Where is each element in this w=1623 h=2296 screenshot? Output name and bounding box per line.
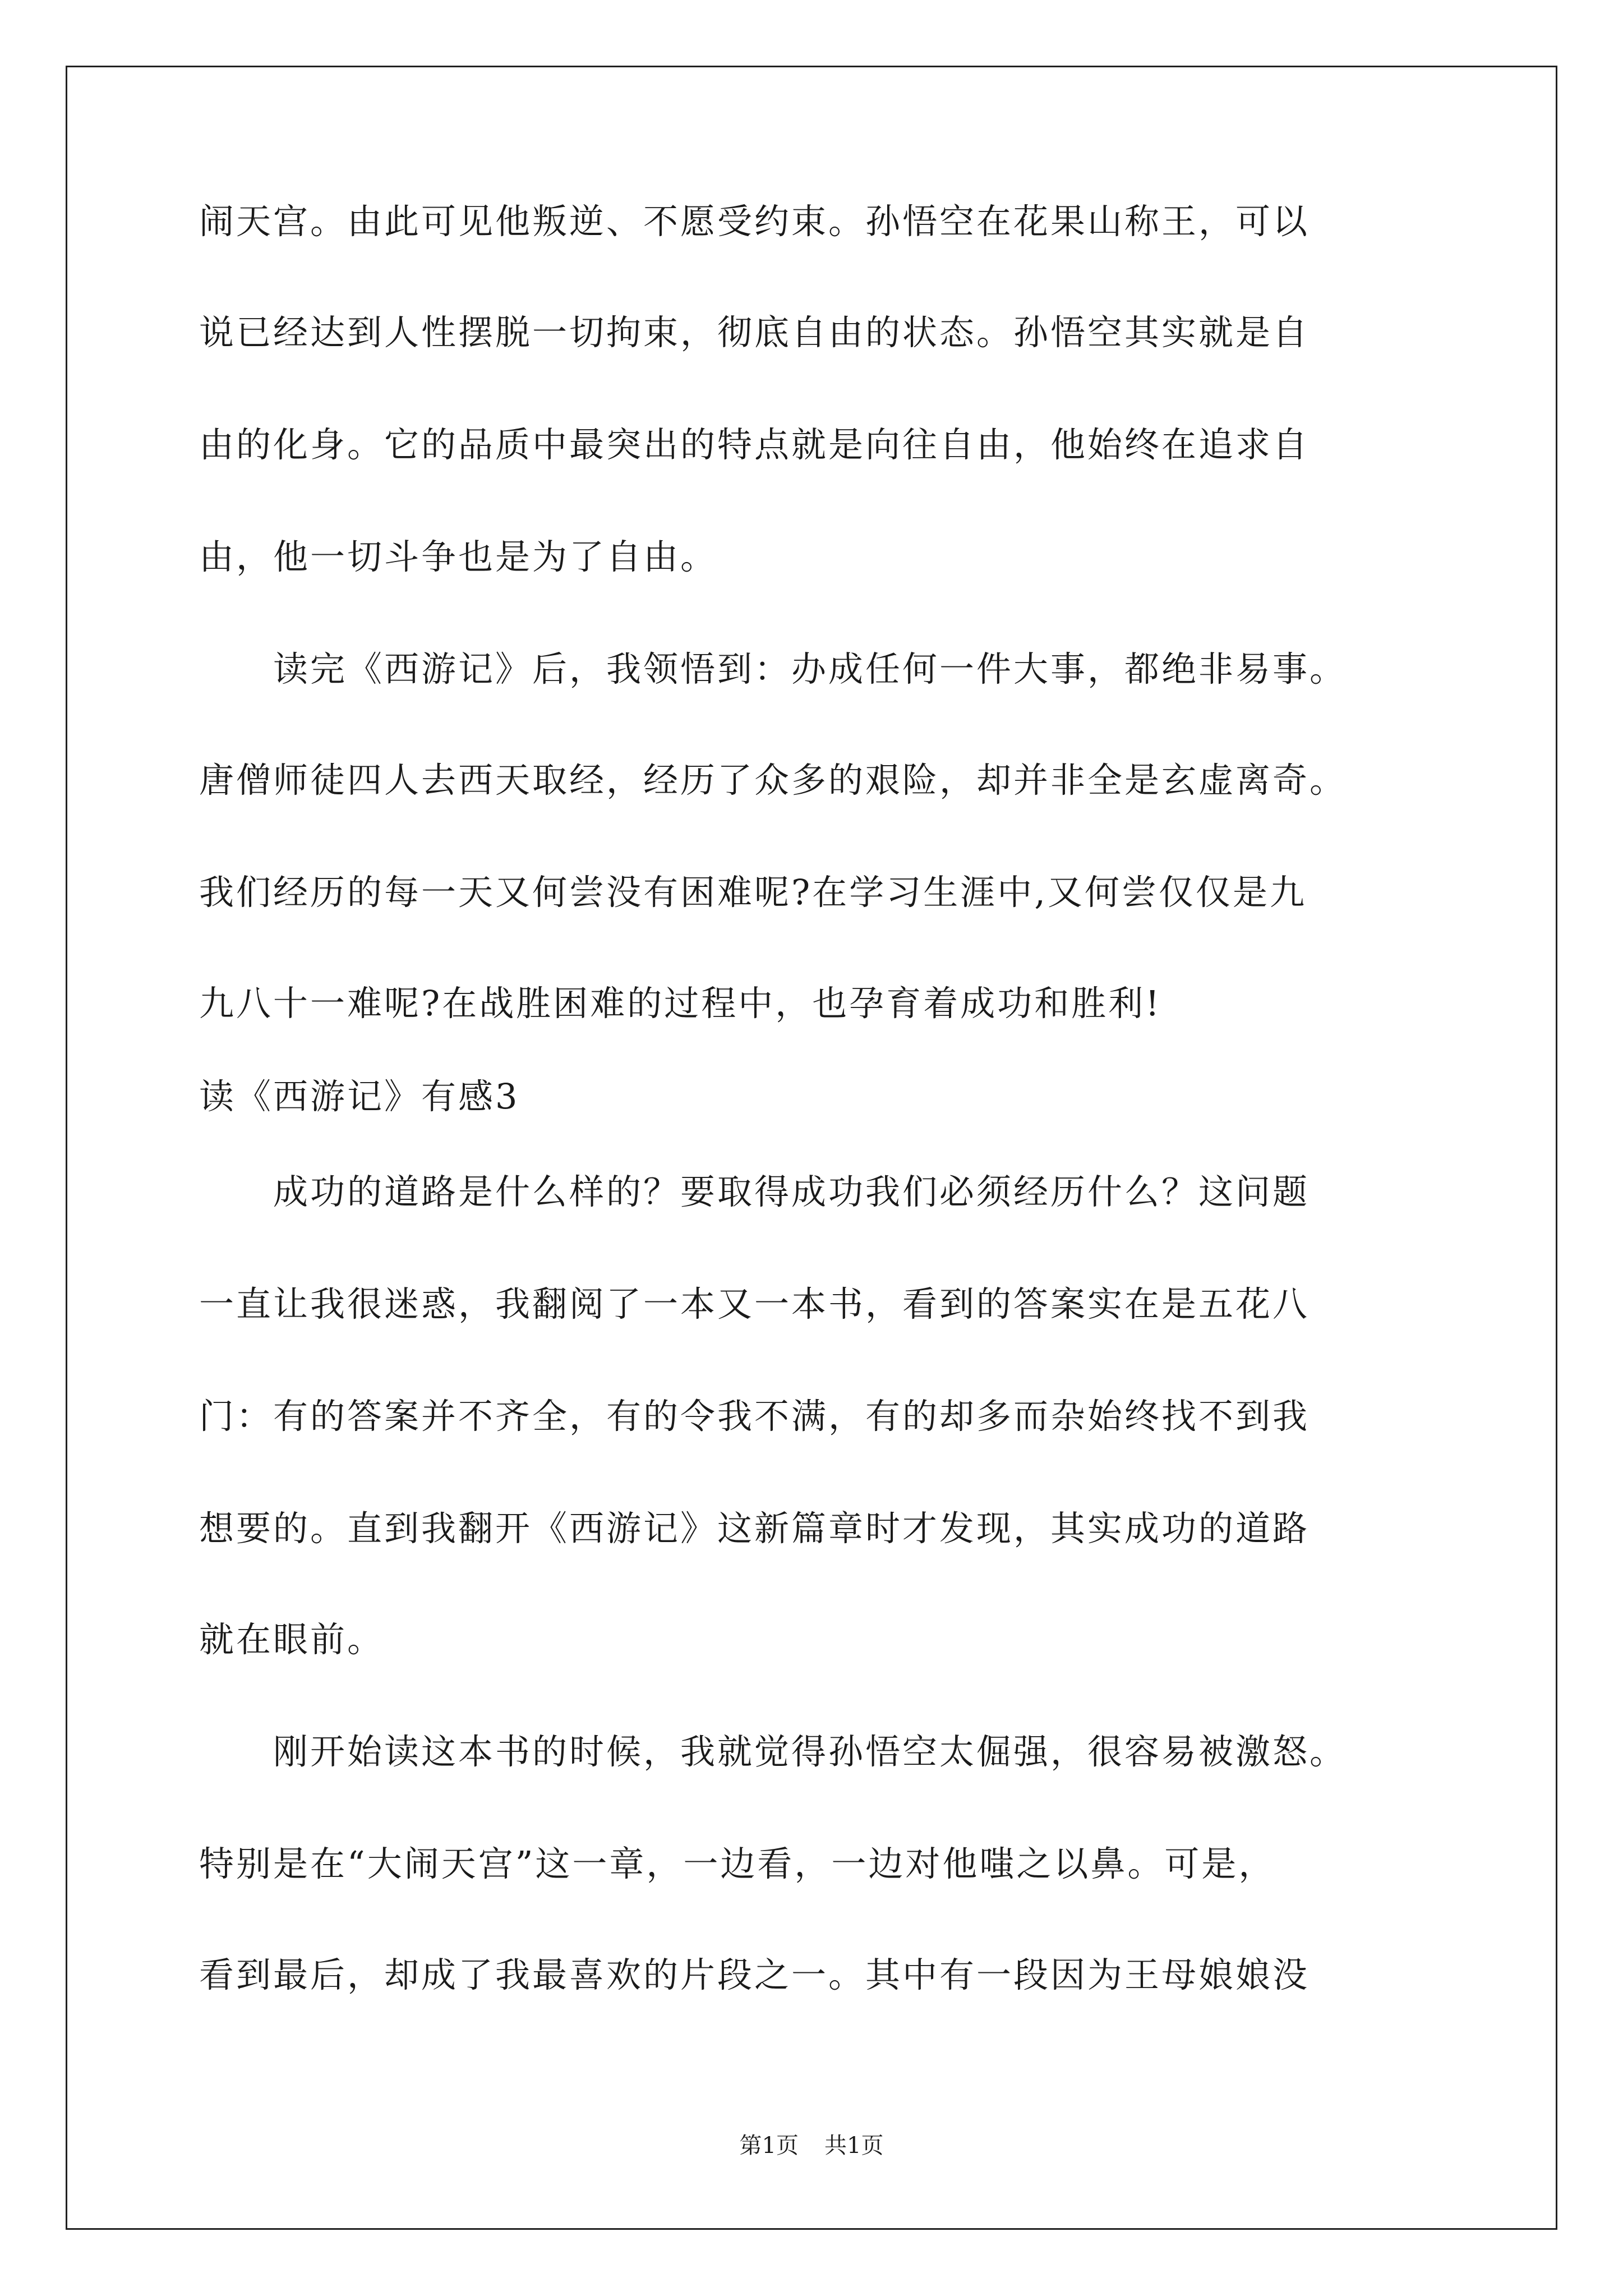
text-line: 刚开始读这本书的时候，我就觉得孙悟空太倔强，很容易被激怒。 bbox=[199, 1731, 1347, 1772]
text-line: 九八十一难呢?在战胜困难的过程中，也孕育着成功和胜利! bbox=[199, 983, 1162, 1024]
text-line: 读完《西游记》后，我领悟到：办成任何一件大事，都绝非易事。 bbox=[199, 648, 1347, 689]
text-line: 由的化身。它的品质中最突出的特点就是向往自由，他始终在追求自 bbox=[199, 424, 1310, 465]
text-line: 就在眼前。 bbox=[199, 1619, 385, 1660]
page-number: 第1页 bbox=[739, 2133, 799, 2159]
text-line: 我们经历的每一天又何尝没有困难呢?在学习生涯中,又何尝仅仅是九 bbox=[199, 872, 1307, 913]
text-line: 想要的。直到我翻开《西游记》这新篇章时才发现，其实成功的道路 bbox=[199, 1508, 1310, 1549]
text-line: 看到最后，却成了我最喜欢的片段之一。其中有一段因为王母娘娘没 bbox=[199, 1954, 1310, 1995]
text-line: 由，他一切斗争也是为了自由。 bbox=[199, 536, 718, 577]
text-line: 唐僧师徒四人去西天取经，经历了众多的艰险，却并非全是玄虚离奇。 bbox=[199, 760, 1347, 800]
page-total: 共1页 bbox=[824, 2133, 884, 2159]
page-border bbox=[66, 66, 1557, 2230]
text-line: 门：有的答案并不齐全，有的令我不满，有的却多而杂始终找不到我 bbox=[199, 1396, 1310, 1437]
section-heading: 读《西游记》有感3 bbox=[199, 1076, 520, 1117]
text-line: 一直让我很迷惑，我翻阅了一本又一本书，看到的答案实在是五花八 bbox=[199, 1283, 1310, 1324]
text-line: 说已经达到人性摆脱一切拘束，彻底自由的状态。孙悟空其实就是自 bbox=[199, 312, 1310, 353]
page-footer bbox=[0, 2132, 1623, 2160]
text-line: 闹天宫。由此可见他叛逆、不愿受约束。孙悟空在花果山称王，可以 bbox=[199, 201, 1310, 242]
text-line: 成功的道路是什么样的？要取得成功我们必须经历什么？这问题 bbox=[199, 1171, 1310, 1212]
text-line: 特别是在“大闹天宫”这一章，一边看，一边对他嗤之以鼻。可是， bbox=[199, 1843, 1276, 1884]
